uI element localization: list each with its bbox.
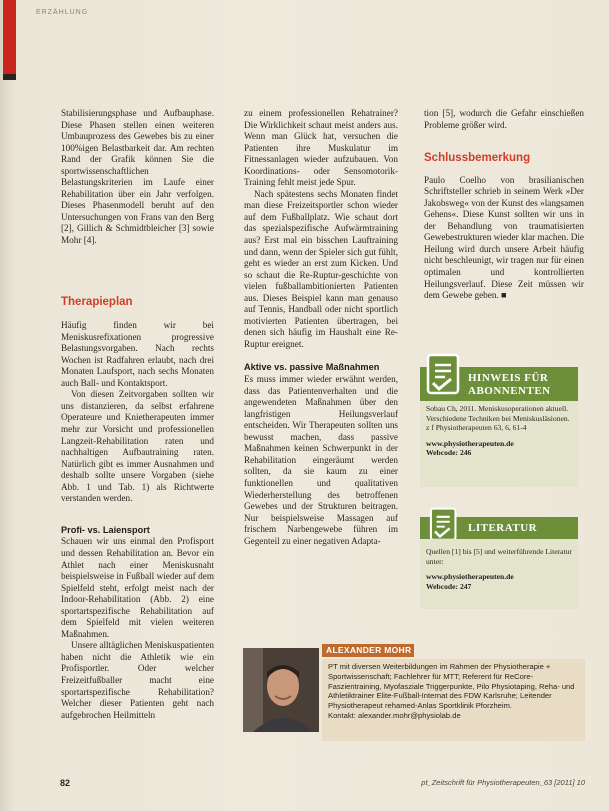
- paragraph: Es muss immer wieder erwähnt werden, dass das Patientenverhalten und die angewendeten Maßnahmen über den langfristigen Heilungsverlauf entscheiden. Wir Therapeuten sollten uns bewusst machen, dass passive Maßnahmen keinen Schwerpunkt in der Rehabilitation eingeräumt werden sollten, da sie kaum zu einer funktionellen und qualitativen Wiederherstellung des betroffenen Gewebes und der Strukturen beitragen. Nur beispielsweise Massagen auf frischem Narbengewebe führen im Gegenteil zu einer negativen Adapta-: [244, 374, 398, 546]
- literatur-box: [420, 539, 578, 609]
- heading-profi-vs-laiensport: Profi- vs. Laiensport: [61, 524, 150, 535]
- hinweis-url[interactable]: www.physiotherapeuten.de: [426, 438, 514, 448]
- hinweis-webcode: Webcode: 246: [426, 448, 472, 458]
- page-number: 82: [60, 778, 71, 788]
- document-icon: [425, 507, 463, 543]
- paragraph: Unsere alltäglichen Meniskuspatienten haben nicht die Athletik wie ein Profisportler. Oder welcher Freizeitfußballer macht eine sportartspezifische Rehabilitation? Welcher dieser Patienten geht nach aufgebrochen Heilmitteln: [61, 640, 214, 720]
- paragraph: tion [5], wodurch die Gefahr einschießen Probleme größer wird.: [424, 108, 584, 130]
- paragraph: zu einem professionellen Rehatrainer? Die Wirklichkeit schaut meist anders aus. Wenn man Glück hat, versuchen die Patienten ihre Muskulatur im Fitnessanlagen wieder aufzubauen. Von Koordinations- oder Sensomotorik-Training fehlt meist jede Spur.: [244, 108, 398, 188]
- document-icon: [425, 353, 463, 397]
- hinweis-reference: Sobau Ch, 2011. Meniskusoperationen aktuell. Verschiedene Techniken bei Meniskusläsionen. z f Physiotherapeuten 63, 6, 61-4: [426, 404, 570, 433]
- paragraph: Schauen wir uns einmal den Profisport und dessen Rehabilitation an. Bevor ein Athlet nach einer Meniskusnaht beispielsweise in Fußball wieder auf dem Spielfeld steht, erfolgt meist nach der Indoor-Rehabilitation (Abb. 2) eine sportartspezifische Rehabilitation auf dem Spielfeld mit vielen weiteren Maßnahmen.: [61, 536, 214, 639]
- column-1: [61, 108, 214, 721]
- author-contact[interactable]: Kontakt: alexander.mohr@physiolab.de: [328, 710, 461, 720]
- paragraph: Von diesen Zeitvorgaben sollten wir uns distanzieren, da selbst erfahrene Operateure und Knietherapeuten immer mehr zur Vorsicht und professionellen Langzeit-Rehabilitation raten und nachhaltigen Aufbautraining raten. Natürlich gibt es immer Ausnahmen und deshalb sollte unsere Vorgaben (siehe Abb. 1 und Tab. 1) als Richtwerte verstanden werden.: [61, 389, 214, 504]
- author-bio: PT mit diversen Weiterbildungen im Rahmen der Physiotherapie + Sportwissenschaft; Fachlehrer für MTT; Referent für ReCore-Faszientraining, Myofasziale Triggerpunkte, Pilo Physiotaping, Reha- und Athletiktrainer Elite-Fußball-Internat des FDW Karlsruhe; Leitender Physiotherapeut rehamed-Anlas Sportklinik Pforzheim.: [328, 662, 575, 711]
- heading-therapieplan: Therapieplan: [61, 295, 133, 308]
- author-bio-box: [322, 659, 585, 741]
- author-name: ALEXANDER MOHR: [322, 644, 414, 657]
- hinweis-box: [420, 401, 578, 487]
- hinweis-header: [420, 367, 578, 401]
- journal-footer: pt_Zeitschrift für Physiotherapeuten_63 [2011] 10: [421, 778, 585, 787]
- paragraph: Paulo Coelho von brasilianischen Schriftsteller schrieb in seinem Werk »Der Jakobsweg« von der Kunst des »langsamen Gehens«. Diese Kunst sollten wir uns in der Behandlung von traumatisierten Gewebestrukturen wieder klar machen. Die Heilung wird durch unsere Arbeit häufig nicht beschleunigt, wir tragen nur für einen optimalen und kontrollierten Heilungsverlauf. Diese Zeit müssen wir dem Gewebe geben. ■: [424, 174, 584, 301]
- column-3: [424, 108, 584, 302]
- literatur-title: LITERATUR: [468, 522, 538, 534]
- hinweis-title-line1: HINWEIS FÜR: [468, 372, 549, 384]
- paragraph: Stabilisierungsphase und Aufbauphase. Diese Phasen stellen einen weiteren Umbauprozess des Gewebes bis zu einer 100%igen Belastbarkeit dar. Am rechten Rand der Grafik können Sie die sportwissenschaftlichen Belastungskriterien im Laufe einer Rehabilitation über ein Jahr verfolgen. Dieses Phasenmodell beruht auf den Untersuchungen von Frans van den Berg [2], Gillich & Schmidtbleicher [3] sowie Mohr [4].: [61, 108, 214, 246]
- black-side-tab: [3, 74, 16, 80]
- literatur-header: [420, 517, 578, 539]
- paragraph: Häufig finden wir bei Meniskusrefixationen progressive Belastungsvorgaben. Nach rechts Wochen ist Radfahren erlaubt, nach drei Monaten Laufsport, nach sechs Monaten auch Ball- und Kontaktsport.: [61, 320, 214, 388]
- section-label: ERZÄHLUNG: [36, 9, 89, 16]
- literatur-webcode: Webcode: 247: [426, 581, 472, 591]
- heading-aktive-vs-passive: Aktive vs. passive Maßnahmen: [244, 362, 380, 373]
- paragraph: Nach spätestens sechs Monaten findet man diese Freizeitsportler schon wieder auf dem Fußballplatz. Wie schaut dort das spezialspezifische Aufwärmtraining aus? Erst mal ein bisschen Lauftraining und dann, wenn der Spieler sich gut fühlt, geht es wieder an erst zum Kicken. Und so schaut die Re-Ruptur-geschichte von vielen fußballambitionierten Patienten aus. Dieses Beispiel kann man genauso auf Tennis, Handball oder nicht sportlich motivierten Patienten übertragen, bei denen sich häufig im Haushalt eine Re-Ruptur ereignet.: [244, 188, 398, 349]
- red-side-tab: [3, 0, 16, 74]
- heading-schlussbemerkung: Schlussbemerkung: [424, 152, 531, 165]
- hinweis-title-line2: ABONNENTEN: [468, 385, 551, 397]
- literatur-url[interactable]: www.physiotherapeuten.de: [426, 572, 514, 582]
- author-photo: [243, 648, 319, 732]
- literatur-text: Quellen [1] bis [5] und weiterführende Literatur unter:: [426, 547, 572, 566]
- column-2: [244, 108, 398, 547]
